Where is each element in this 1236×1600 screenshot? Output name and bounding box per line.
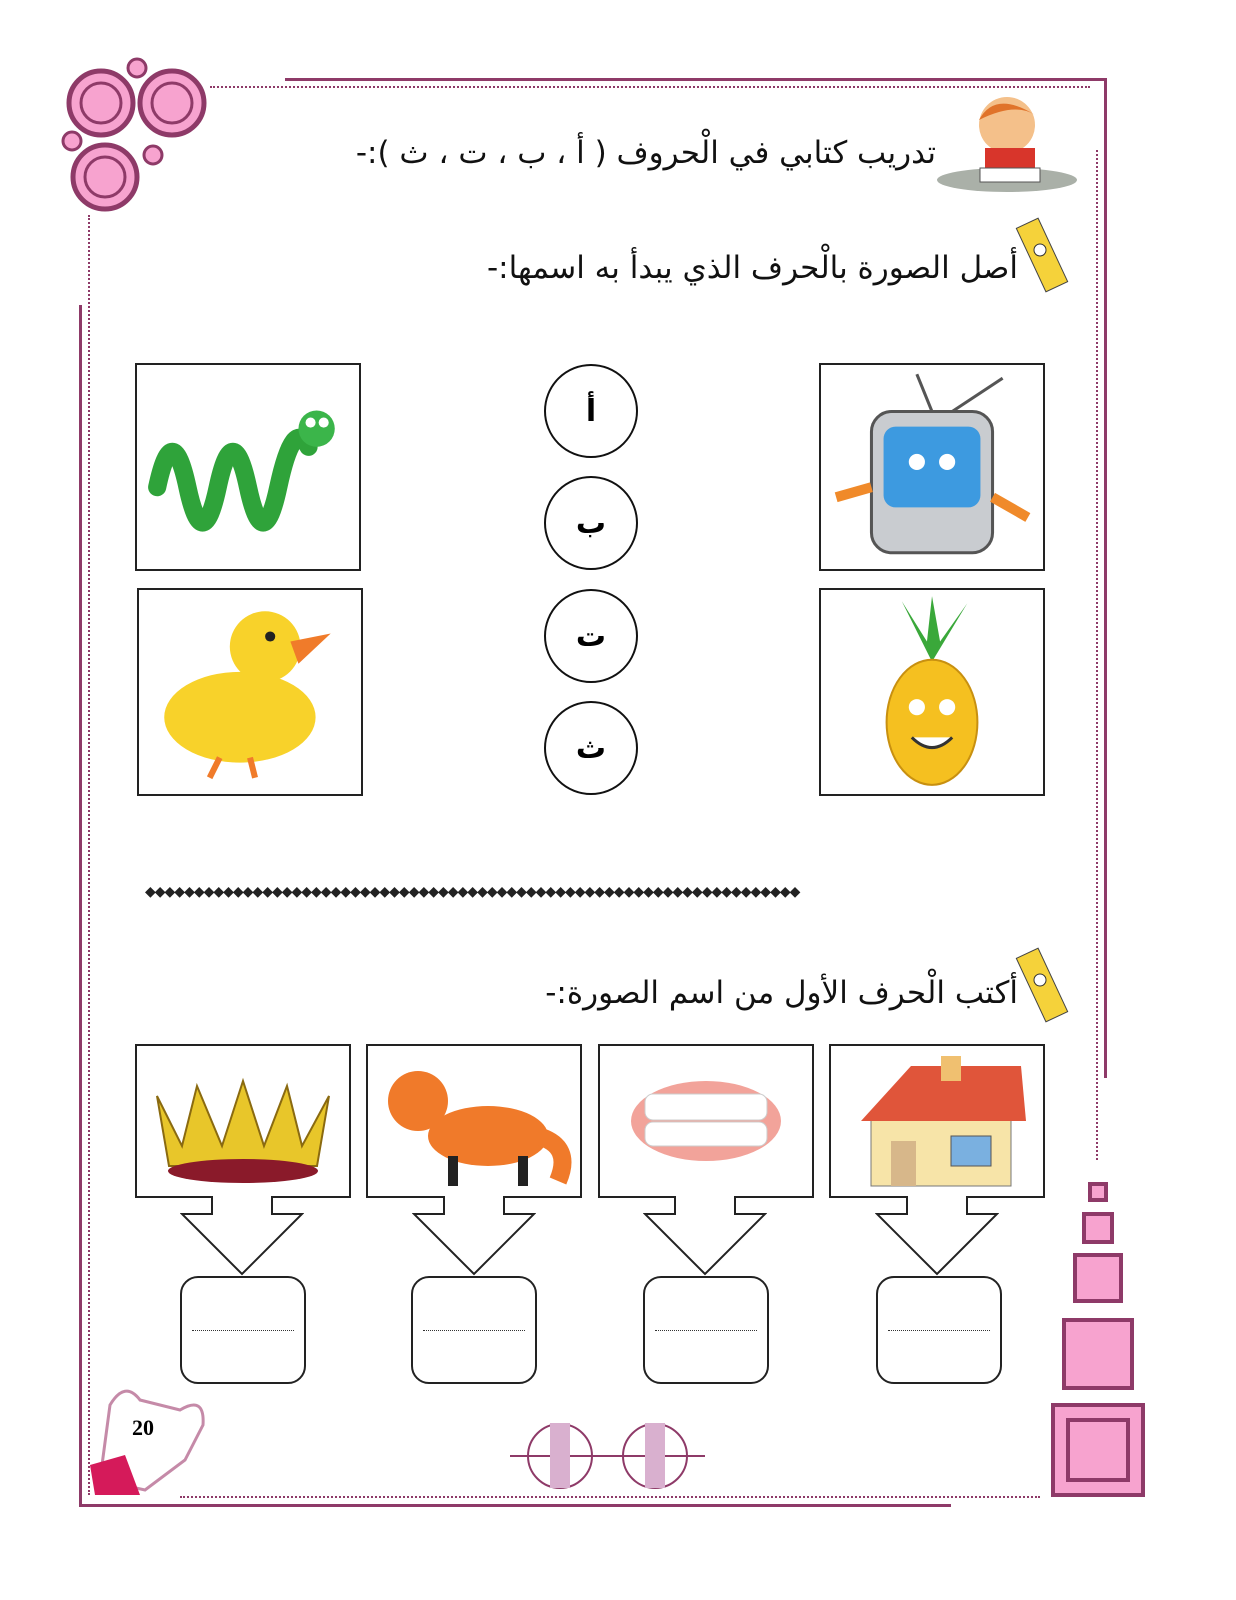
answer-box[interactable] — [411, 1276, 537, 1384]
answer-box[interactable] — [180, 1276, 306, 1384]
frame-right — [1104, 78, 1107, 1078]
frame-dots-left — [88, 215, 90, 1495]
picture-teeth — [598, 1044, 814, 1198]
decorative-circles — [55, 55, 215, 220]
arrow-down-icon — [412, 1196, 536, 1276]
frame-dots-top — [210, 86, 1090, 88]
decorative-logo — [505, 1418, 705, 1493]
letter-circle[interactable]: أ — [544, 364, 638, 458]
arrow-down-icon — [875, 1196, 999, 1276]
arrow-down-icon — [180, 1196, 304, 1276]
picture-duck[interactable] — [137, 588, 363, 796]
picture-snake[interactable] — [135, 363, 361, 571]
frame-dots-bottom — [180, 1496, 1040, 1498]
page-number: 20 — [132, 1415, 154, 1440]
puzzle-piece-icon — [85, 1385, 210, 1500]
arrow-down-icon — [643, 1196, 767, 1276]
boy-writing-icon — [935, 90, 1080, 195]
frame-bottom — [79, 1504, 951, 1507]
answer-box[interactable] — [643, 1276, 769, 1384]
decorative-squares — [1050, 1180, 1150, 1500]
answer-box[interactable] — [876, 1276, 1002, 1384]
picture-fox — [366, 1044, 582, 1198]
frame-top — [285, 78, 1107, 81]
picture-television[interactable] — [819, 363, 1045, 571]
letter-circle[interactable]: ب — [544, 476, 638, 570]
diamond-divider: ◆◆◆◆◆◆◆◆◆◆◆◆◆◆◆◆◆◆◆◆◆◆◆◆◆◆◆◆◆◆◆◆◆◆◆◆◆◆◆◆◆◆◆◆◆◆◆◆◆◆◆◆◆◆◆◆◆◆◆◆◆◆◆◆◆◆◆ — [145, 884, 800, 900]
picture-pineapple[interactable] — [819, 588, 1045, 796]
page-title: تدريب كتابي في الْحروف ( أ ، ب ، ت ، ث ):- — [355, 135, 936, 171]
letter-circle[interactable]: ث — [544, 701, 638, 795]
frame-dots-right — [1096, 150, 1098, 1160]
instruction-write: أكتب الْحرف الأول من اسم الصورة:- — [545, 975, 1018, 1011]
instruction-match: أصل الصورة بالْحرف الذي يبدأ به اسمها:- — [486, 250, 1018, 286]
letter-circle[interactable]: ت — [544, 589, 638, 683]
frame-left — [79, 305, 82, 1507]
picture-crown — [135, 1044, 351, 1198]
picture-house — [829, 1044, 1045, 1198]
